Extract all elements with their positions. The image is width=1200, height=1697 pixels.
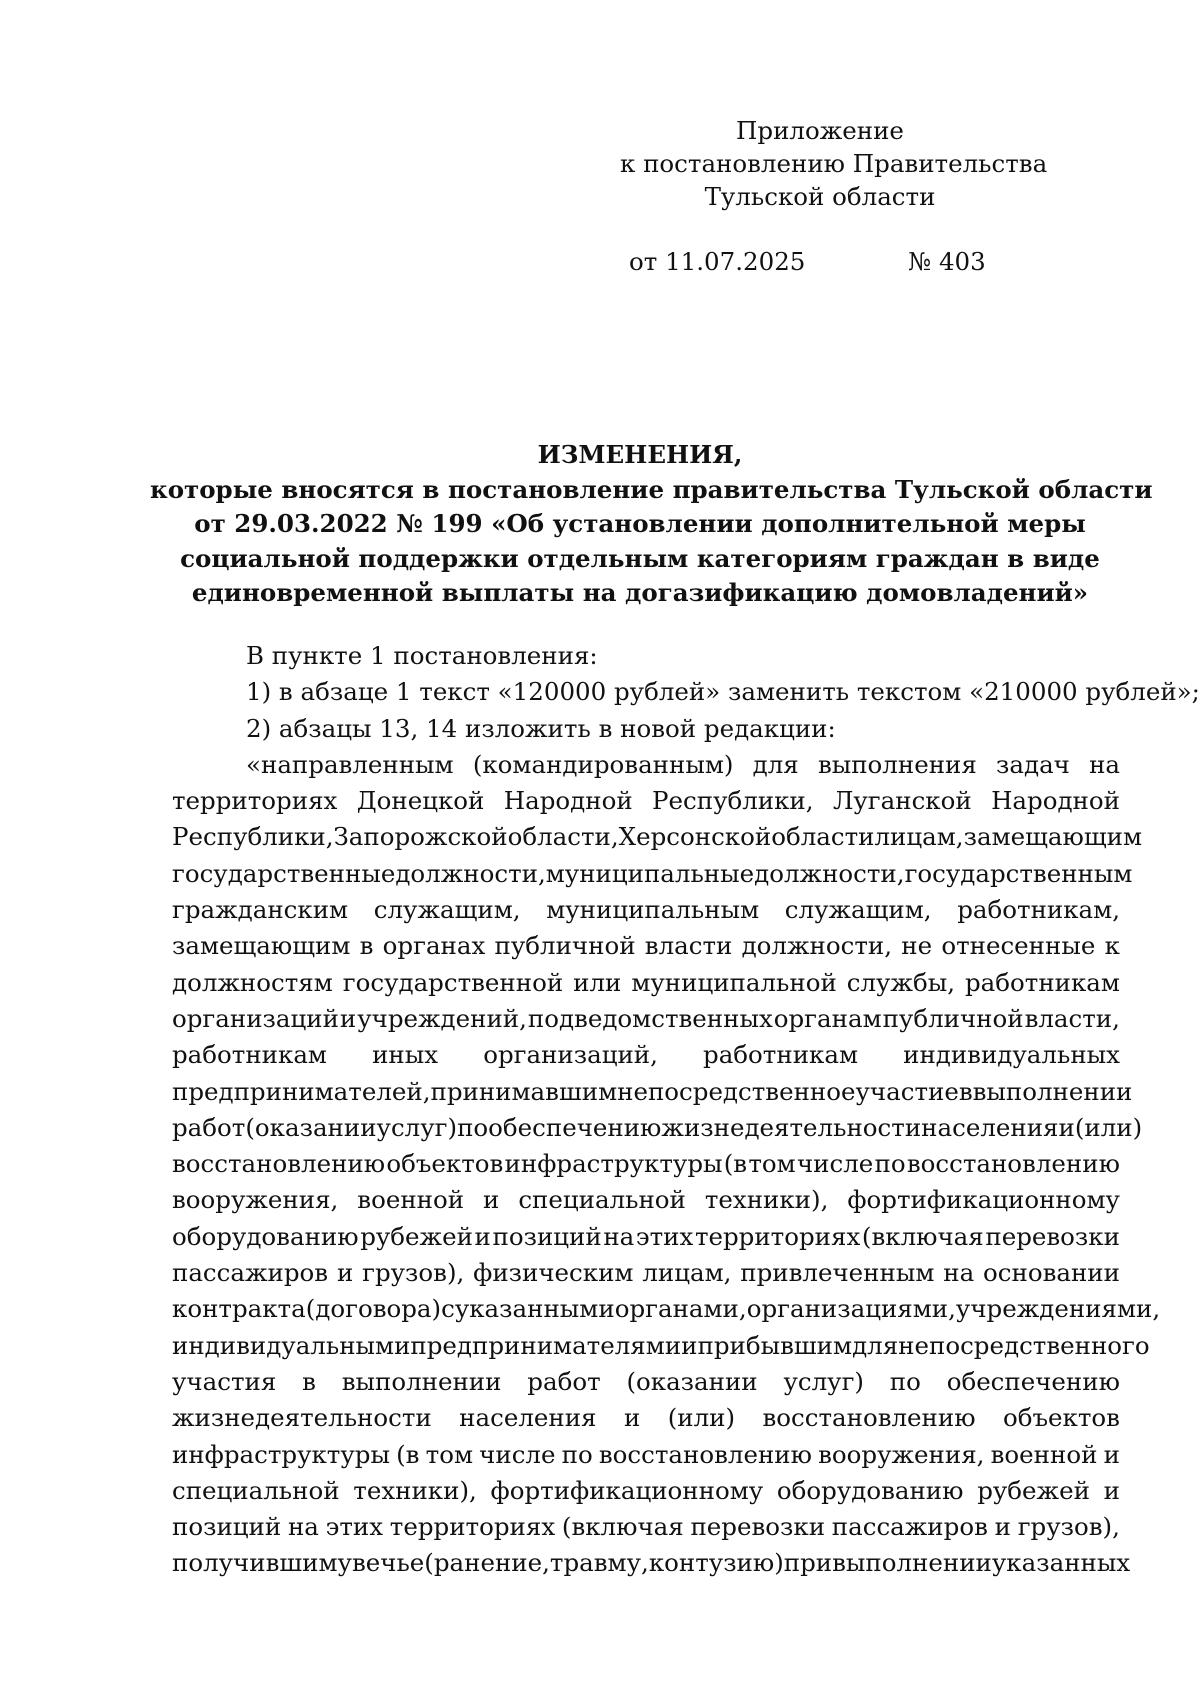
quoted-line <box>172 1037 1120 1073</box>
word: публичной <box>882 1003 1024 1033</box>
word: оборудованию <box>172 1221 359 1251</box>
word: иных <box>372 1040 439 1070</box>
word: привлеченным <box>740 1258 935 1288</box>
word: с <box>441 1294 455 1324</box>
word: государственным <box>904 858 1133 888</box>
word: подведомственных <box>527 1003 773 1033</box>
word: непосредственное <box>617 1076 856 1106</box>
word: обеспечению <box>946 1366 1120 1396</box>
word: вооружения, <box>172 1185 339 1215</box>
word: указанных <box>991 1548 1131 1578</box>
quoted-line <box>172 1110 1143 1146</box>
word: государственной <box>342 967 564 997</box>
quoted-line <box>172 1219 1120 1255</box>
word: указанными <box>454 1294 615 1324</box>
word: Запорожской <box>333 822 508 852</box>
quoted-line <box>172 856 1133 892</box>
word: по <box>874 1149 906 1179</box>
heading-subtitle-line: от 29.03.2022 № 199 «Об установлении дополнительной меры <box>194 509 1086 538</box>
word: и <box>681 1330 698 1360</box>
word: этих <box>635 1221 694 1251</box>
word: индивидуальных <box>903 1040 1120 1070</box>
word: (включая <box>561 1512 684 1542</box>
quoted-line <box>172 1437 1120 1473</box>
word: к <box>1104 931 1120 961</box>
word: органами, <box>614 1294 747 1324</box>
word: должности, <box>754 858 905 888</box>
appendix-header <box>620 114 1048 213</box>
word: (или) <box>1074 1112 1143 1142</box>
quoted-line <box>172 892 1120 928</box>
word: услуг) <box>783 1366 864 1396</box>
word: при <box>783 1548 833 1578</box>
word: восстановлению <box>598 1439 812 1469</box>
word: работникам <box>172 1040 327 1070</box>
paragraph-item-2: 2) абзацы 13, 14 изложить в новой редакции: <box>246 713 836 743</box>
word: получившим <box>172 1548 338 1578</box>
word: служащим, <box>373 895 521 925</box>
quoted-line <box>172 1328 1150 1364</box>
appendix-title: Приложение <box>736 116 904 145</box>
word: работ <box>527 1366 601 1396</box>
word: военной <box>357 1185 465 1215</box>
word: Республики, <box>172 822 334 852</box>
word: должности, <box>395 858 546 888</box>
word: службы, <box>846 967 956 997</box>
paragraph-item-1: 1) в абзаце 1 текст «120000 рублей» заменить текстом «210000 рублей»; <box>246 677 1200 707</box>
word: работ <box>172 1112 246 1142</box>
word: восстановлению <box>172 1149 386 1179</box>
word: специальной <box>172 1475 340 1505</box>
word: Народной <box>503 786 633 816</box>
word: восстановлению <box>906 1149 1120 1179</box>
word: рубежей <box>360 1221 473 1251</box>
word: на <box>287 1512 319 1542</box>
word: и <box>994 1512 1011 1542</box>
word: по <box>889 1366 921 1396</box>
word: замещающим <box>963 822 1142 852</box>
word: для <box>852 1330 899 1360</box>
word: (ранение, <box>424 1548 550 1578</box>
word: выполнении <box>341 1366 502 1396</box>
word: территориях <box>389 1512 556 1542</box>
word: и <box>1103 1439 1120 1469</box>
word: Республики, <box>652 786 814 816</box>
word: должностям <box>172 967 333 997</box>
quoted-line <box>172 1255 1120 1291</box>
word: муниципальным <box>546 895 760 925</box>
word: не <box>901 931 933 961</box>
word: том <box>748 1149 796 1179</box>
word: позиций <box>492 1221 602 1251</box>
word: грузов), <box>362 1258 465 1288</box>
word: или <box>573 967 622 997</box>
word: учреждений, <box>357 1003 527 1033</box>
quoted-line <box>172 1001 1120 1037</box>
word: муниципальные <box>545 858 755 888</box>
word: и <box>1058 1112 1075 1142</box>
word: предпринимателей, <box>172 1076 431 1106</box>
word: объектов <box>386 1149 504 1179</box>
word: вооружения, <box>818 1439 985 1469</box>
word: (в <box>396 1439 420 1469</box>
word: (договора) <box>305 1294 442 1324</box>
word: лицам, <box>642 1258 732 1288</box>
word: замещающим <box>172 931 351 961</box>
word: восстановлению <box>762 1403 976 1433</box>
word: (в <box>723 1149 748 1179</box>
word: области, <box>507 822 619 852</box>
appendix-reference: к постановлению Правительства <box>620 149 1048 178</box>
word: позиций <box>172 1512 282 1542</box>
word: лицам, <box>874 822 964 852</box>
word: и <box>336 1258 354 1288</box>
quoted-line <box>172 1545 1131 1581</box>
word: прибывшим <box>697 1330 853 1360</box>
word: специальной <box>518 1185 686 1215</box>
word: и <box>474 1221 491 1251</box>
document-heading <box>150 438 1153 611</box>
word: этих <box>325 1512 384 1542</box>
word: обеспечению <box>488 1112 662 1142</box>
quoted-line <box>172 783 1120 819</box>
word: и <box>483 1185 500 1215</box>
word: непосредственного <box>898 1330 1150 1360</box>
appendix-region: Тульской области <box>704 182 936 211</box>
word: выполнения <box>817 749 977 779</box>
quoted-line <box>172 819 1142 855</box>
word: (командированным) <box>472 749 734 779</box>
word: военной <box>990 1439 1098 1469</box>
word: на <box>1089 749 1120 779</box>
word: числе <box>796 1149 874 1179</box>
word: физическим <box>473 1258 634 1288</box>
word: пассажиров <box>172 1258 329 1288</box>
word: Херсонской <box>618 822 772 852</box>
document-number: № 403 <box>908 247 986 276</box>
word: населения <box>921 1112 1059 1142</box>
word: участия <box>172 1366 277 1396</box>
word: фортификационному <box>490 1475 764 1505</box>
word: в <box>359 931 374 961</box>
quoted-line <box>172 1182 1120 1218</box>
word: техники), <box>353 1475 477 1505</box>
word: участие <box>855 1076 959 1106</box>
word: служащим, <box>784 895 932 925</box>
heading-title: ИЗМЕНЕНИЯ, <box>537 440 743 469</box>
word: числе <box>479 1439 556 1469</box>
word: для <box>752 749 799 779</box>
word: территориях <box>694 1221 861 1251</box>
word: индивидуальными <box>172 1330 411 1360</box>
word: на <box>603 1221 635 1251</box>
word: увечье <box>337 1548 425 1578</box>
quoted-line <box>172 1291 1161 1327</box>
word: рубежей <box>977 1475 1090 1505</box>
heading-subtitle-line: которые вносятся в постановление правительства Тульской области <box>150 474 1153 504</box>
word: по <box>561 1439 593 1469</box>
word: перевозки <box>690 1512 826 1542</box>
heading-subtitle-line: социальной поддержки отдельным категориям граждан в виде <box>180 543 1100 573</box>
word: организациями, <box>746 1294 956 1324</box>
word: объектов <box>1002 1403 1120 1433</box>
word: и <box>339 1003 357 1033</box>
word: муниципальной <box>631 967 837 997</box>
word: предпринимателями <box>410 1330 682 1360</box>
word: жизнедеятельности <box>661 1112 922 1142</box>
quoted-line <box>172 1509 1120 1545</box>
quoted-paragraph <box>172 747 1161 1582</box>
word: работникам, <box>957 895 1120 925</box>
word: (или) <box>667 1403 736 1433</box>
quoted-line <box>172 1074 1133 1110</box>
word: том <box>425 1439 474 1469</box>
quoted-line <box>172 1364 1120 1400</box>
word: услуг) <box>376 1112 458 1142</box>
word: задач <box>996 749 1070 779</box>
quoted-line <box>172 928 1120 964</box>
word: работникам <box>703 1040 858 1070</box>
word: принимавшим <box>430 1076 618 1106</box>
word: и <box>1103 1475 1120 1505</box>
word: населения <box>459 1403 597 1433</box>
word: фортификационному <box>847 1185 1120 1215</box>
paragraph-intro: В пункте 1 постановления: <box>246 641 598 670</box>
word: организаций <box>172 1003 339 1033</box>
word: и <box>623 1403 641 1433</box>
heading-subtitle-line: единовременной выплаты на догазификацию домовладений» <box>191 578 1089 607</box>
word: Народной <box>991 786 1120 816</box>
word: территориях <box>172 786 338 816</box>
word: должности, <box>741 931 893 961</box>
word: пассажиров <box>831 1512 988 1542</box>
word: жизнедеятельности <box>172 1403 432 1433</box>
word: гражданским <box>172 895 349 925</box>
quoted-line <box>172 965 1120 1001</box>
quoted-line <box>172 1473 1120 1509</box>
word: отнесенные <box>941 931 1096 961</box>
word: органам <box>773 1003 882 1033</box>
word: контракта <box>172 1294 306 1324</box>
word: органах <box>382 931 486 961</box>
word: власти, <box>1024 1003 1120 1033</box>
word: на <box>943 1258 975 1288</box>
word: контузию) <box>648 1548 784 1578</box>
word: оборудованию <box>776 1475 964 1505</box>
word: области <box>771 822 875 852</box>
word: травму, <box>549 1548 649 1578</box>
word: выполнении <box>972 1076 1133 1106</box>
word: (включая <box>861 1221 984 1251</box>
quoted-line <box>172 1400 1120 1436</box>
word: инфраструктуры <box>172 1439 390 1469</box>
quoted-line <box>172 747 1120 783</box>
quoted-line <box>172 1146 1120 1182</box>
word: Донецкой <box>356 786 485 816</box>
word: работникам <box>964 967 1120 997</box>
word: государственные <box>172 858 396 888</box>
word: организаций, <box>483 1040 658 1070</box>
word: перевозки <box>985 1221 1120 1251</box>
word: выполнении <box>832 1548 992 1578</box>
word: грузов), <box>1017 1512 1120 1542</box>
word: публичной <box>494 931 636 961</box>
word: (оказании <box>626 1366 758 1396</box>
word: учреждениями, <box>955 1294 1161 1324</box>
word: инфраструктуры <box>504 1149 723 1179</box>
document-date: от 11.07.2025 <box>629 247 806 276</box>
word: основании <box>983 1258 1120 1288</box>
word: Луганской <box>832 786 972 816</box>
word: в <box>302 1366 316 1396</box>
word: (оказании <box>245 1112 377 1142</box>
word: техники), <box>704 1185 829 1215</box>
word: власти <box>644 931 733 961</box>
word: «направленным <box>246 749 454 779</box>
document-body <box>172 638 1200 1582</box>
word: в <box>958 1076 973 1106</box>
word: по <box>457 1112 489 1142</box>
